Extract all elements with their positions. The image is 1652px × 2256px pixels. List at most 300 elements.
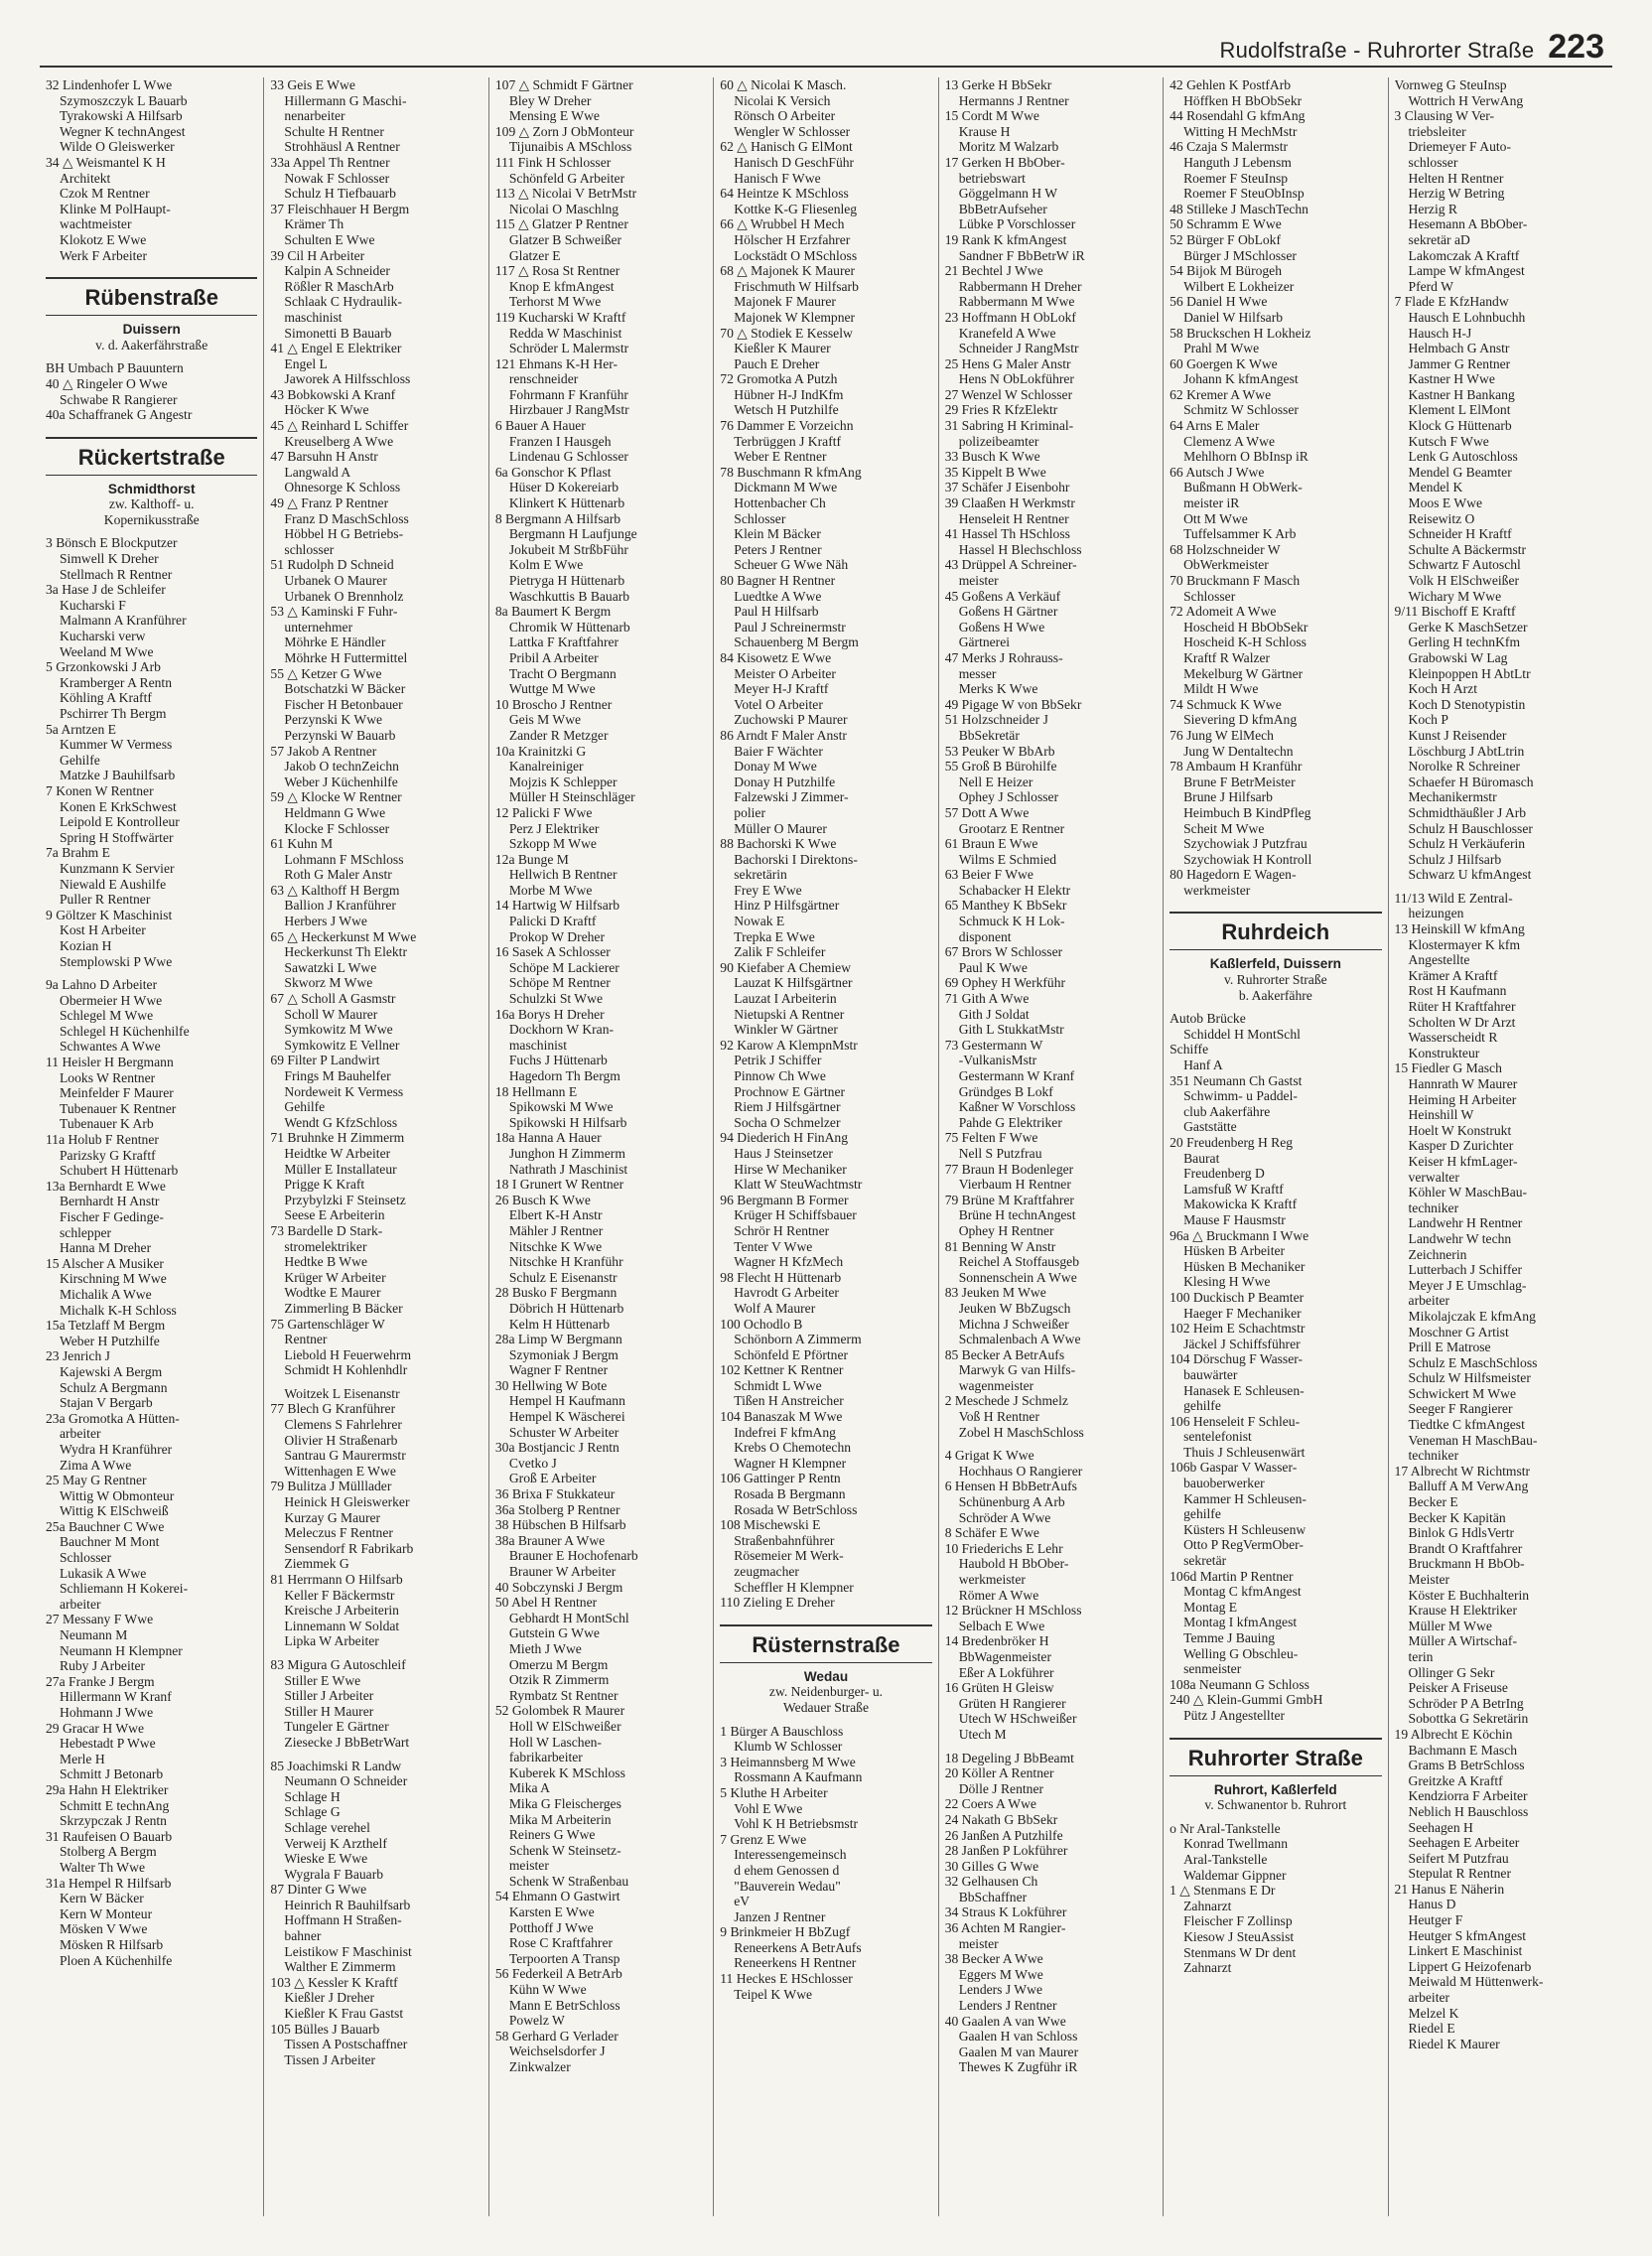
resident-entry: Socha O Schmelzer	[734, 1114, 841, 1130]
resident-entry: 31 Raufeisen O Bauarb	[46, 1828, 173, 1844]
resident-entry: 6 Hensen H BbBetrAufs	[944, 1479, 1077, 1494]
resident-entry: Binlok G HdlsVertr	[1408, 1525, 1515, 1541]
resident-entry: Ploen A Küchenhilfe	[60, 1952, 173, 1968]
resident-entry: Donay M Wwe	[734, 759, 817, 775]
street-range: b. Aakerfähre	[1238, 987, 1312, 1003]
resident-entry: 26 Janßen A Putzhilfe	[944, 1827, 1063, 1843]
resident-entry: 20 Köller A Rentner	[944, 1765, 1054, 1781]
resident-entry: Haubold H BbOber-	[958, 1556, 1069, 1572]
resident-entry: Zahnarzt	[1183, 1898, 1232, 1913]
resident-entry: Wittenhagen E Wwe	[284, 1463, 396, 1479]
resident-entry: Nell S Putzfrau	[958, 1145, 1042, 1161]
resident-entry: Koch H Arzt	[1408, 681, 1477, 697]
resident-entry: Krebs O Chemotechn	[734, 1440, 852, 1456]
resident-entry: 25a Bauchner C Wwe	[46, 1518, 165, 1534]
resident-entry: Lenders J Rentner	[958, 1998, 1057, 2014]
resident-entry: triebsleiter	[1408, 123, 1466, 139]
resident-entry: Cvetko J	[508, 1455, 557, 1471]
resident-entry: Wichary M Wwe	[1408, 588, 1502, 604]
resident-entry: Hempel K Wäscherei	[508, 1409, 625, 1425]
resident-entry: Wygrala F Bauarb	[284, 1866, 384, 1882]
resident-entry: 65 Manthey K BbSekr	[944, 898, 1067, 914]
resident-entry: Schneider H Kraftf	[1408, 526, 1512, 542]
resident-entry: 104 Banaszak M Wwe	[720, 1409, 843, 1425]
resident-entry: Pinnow Ch Wwe	[734, 1068, 826, 1083]
resident-entry: 73 Gestermann W	[944, 1037, 1043, 1053]
resident-entry: Veneman H MaschBau-	[1408, 1432, 1538, 1448]
resident-entry: 45 △ Reinhard L Schiffer	[270, 418, 409, 434]
resident-entry: Kern W Bäcker	[60, 1891, 144, 1906]
resident-entry: Malmann A Kranführer	[60, 613, 187, 629]
resident-entry: 7 Grenz E Wwe	[720, 1831, 807, 1847]
resident-entry: Hübner H-J IndKfm	[734, 386, 844, 402]
street-name: Ruhrorter Straße	[1187, 1745, 1363, 1770]
resident-entry: 5a Arntzen E	[46, 721, 116, 737]
resident-entry: Hoffmann H Straßen-	[284, 1912, 402, 1928]
resident-entry: techniker	[1408, 1448, 1459, 1464]
resident-entry: Stiller J Arbeiter	[284, 1688, 374, 1704]
spacer	[46, 969, 257, 977]
resident-entry: Lamsfuß W Kraftf	[1183, 1181, 1284, 1197]
resident-entry: stromelektriker	[284, 1238, 367, 1254]
resident-entry: 80 Hagedorn E Wagen-	[1170, 867, 1297, 883]
resident-entry: Terbrüggen J Kraftf	[734, 433, 842, 449]
resident-entry: Tubenauer K Arb	[60, 1116, 154, 1132]
resident-entry: meister	[958, 1935, 999, 1951]
resident-entry: 62 △ Hanisch G ElMont	[720, 139, 853, 155]
resident-entry: Kreuselberg A Wwe	[284, 433, 394, 449]
resident-entry: maschinist	[284, 309, 343, 325]
resident-entry: Schiffe	[1170, 1042, 1209, 1058]
resident-entry: Grootarz E Rentner	[958, 820, 1065, 836]
resident-entry: Havrodt G Arbeiter	[734, 1285, 839, 1301]
resident-entry: Witting H MechMstr	[1183, 123, 1298, 139]
resident-entry: Mojzis K Schlepper	[508, 774, 618, 789]
resident-entry: Mendel K	[1408, 480, 1463, 495]
resident-entry: Obermeier H Wwe	[60, 992, 163, 1008]
resident-entry: Scholl W Maurer	[284, 1006, 378, 1022]
resident-entry: Knop E kfmAngest	[508, 278, 615, 294]
resident-entry: Rosada W BetrSchloss	[734, 1501, 858, 1517]
resident-entry: Brandt O Kraftfahrer	[1408, 1540, 1523, 1556]
resident-entry: Schlegel H Küchenhilfe	[60, 1023, 190, 1039]
resident-entry: Löschburg J AbtLtrin	[1408, 743, 1525, 759]
resident-entry: Mähler J Rentner	[508, 1222, 604, 1238]
resident-entry: Pahde G Elektriker	[958, 1114, 1062, 1130]
resident-entry: 117 △ Rosa St Rentner	[494, 263, 620, 279]
resident-entry: 71 Gith A Wwe	[944, 991, 1030, 1007]
resident-entry: BbSchaffner	[958, 1889, 1028, 1904]
resident-entry: Brune J Hilfsarb	[1183, 789, 1273, 805]
resident-entry: 20 Freudenberg H Reg	[1170, 1135, 1294, 1150]
resident-entry: Weeland M Wwe	[60, 643, 154, 659]
resident-entry: Zinkwalzer	[508, 2059, 571, 2074]
resident-entry: Zahnarzt	[1183, 1960, 1232, 1976]
resident-entry: Geis M Wwe	[508, 712, 582, 728]
resident-entry: Heinick H Gleiswerker	[284, 1494, 410, 1510]
resident-entry: Schulz A Bergmann	[60, 1379, 168, 1395]
resident-entry: Hinz P Hilfsgärtner	[734, 898, 840, 914]
spacer	[270, 1751, 482, 1759]
resident-entry: Meyer J E Umschlag-	[1408, 1277, 1527, 1293]
resident-entry: Wieske E Wwe	[284, 1851, 368, 1867]
resident-entry: Driemeyer F Auto-	[1408, 139, 1511, 155]
resident-entry: 27a Franke J Bergm	[46, 1673, 155, 1689]
resident-entry: 3 Clausing W Ver-	[1394, 108, 1495, 124]
resident-entry: 60 Goergen K Wwe	[1170, 355, 1278, 371]
resident-entry: Reiners G Wwe	[508, 1827, 596, 1843]
resident-entry: Mieth J Wwe	[508, 1640, 582, 1656]
resident-entry: Schulzki St Wwe	[508, 991, 603, 1007]
resident-entry: 5 Kluthe H Arbeiter	[720, 1784, 828, 1800]
resident-entry: 68 △ Majonek K Maurer	[720, 263, 856, 279]
resident-entry: schlosser	[1408, 154, 1458, 170]
resident-entry: Frischmuth W Hilfsarb	[734, 278, 859, 294]
resident-entry: BbBetrAufseher	[958, 201, 1047, 216]
resident-entry: 1 △ Stenmans E Dr	[1170, 1883, 1276, 1899]
resident-entry: Ziesecke J BbBetrWart	[284, 1734, 410, 1750]
resident-entry: 106b Gaspar V Wasser-	[1170, 1460, 1298, 1476]
resident-entry: Simonetti B Bauarb	[284, 325, 392, 341]
resident-entry: Trepka E Wwe	[734, 928, 815, 944]
resident-entry: 59 △ Klocke W Rentner	[270, 789, 402, 805]
street-range: zw. Neidenburger- u.	[768, 1684, 884, 1700]
resident-entry: Bachmann E Masch	[1408, 1742, 1518, 1758]
resident-entry: 106d Martin P Rentner	[1170, 1568, 1294, 1584]
resident-entry: Schenk W Steinsetz-	[508, 1842, 621, 1858]
resident-entry: Michna J Schweißer	[958, 1316, 1069, 1332]
resident-entry: Waldemar Gippner	[1183, 1867, 1287, 1883]
resident-entry: Chromik W Hüttenarb	[508, 619, 630, 634]
resident-entry: Rößler R MaschArb	[284, 278, 394, 294]
resident-entry: Schulz E Eisenanstr	[508, 1269, 618, 1285]
resident-entry: 40 Gaalen A van Wwe	[944, 2013, 1066, 2029]
resident-entry: Wittig K ElSchweiß	[60, 1503, 169, 1519]
resident-entry: disponent	[958, 928, 1012, 944]
resident-entry: Rüter H Kraftfahrer	[1408, 999, 1516, 1015]
resident-entry: nenarbeiter	[284, 108, 345, 124]
resident-entry: Schwimm- u Paddel-	[1183, 1088, 1298, 1104]
resident-entry: Perzynski W Bauarb	[284, 727, 396, 743]
resident-entry: 33a Appel Th Rentner	[270, 154, 390, 170]
resident-entry: 15 Fiedler G Masch	[1394, 1060, 1502, 1076]
resident-entry: 100 Ochodlo B	[720, 1316, 803, 1332]
resident-entry: Goßens H Wwe	[958, 619, 1045, 634]
resident-entry: Helmbach G Anstr	[1408, 341, 1510, 356]
resident-entry: Schmidt L Wwe	[734, 1377, 822, 1393]
resident-entry: 51 Rudolph D Schneid	[270, 557, 394, 573]
resident-entry: Becker K Kapitän	[1408, 1509, 1506, 1525]
resident-entry: Niewald E Aushilfe	[60, 876, 167, 892]
resident-entry: BbWagenmeister	[958, 1648, 1051, 1664]
resident-entry: Kozian H	[60, 937, 112, 953]
resident-entry: arbeiter	[60, 1596, 101, 1612]
resident-entry: Indefrei F kfmAng	[734, 1424, 836, 1440]
resident-entry: club Aakerfähre	[1183, 1103, 1271, 1119]
resident-entry: 1 Bürger A Bauschloss	[720, 1723, 844, 1739]
resident-entry: Kendziorra F Arbeiter	[1408, 1788, 1528, 1804]
resident-entry: Zimmerling B Bäcker	[284, 1300, 403, 1316]
resident-entry: Müller H Steinschläger	[508, 789, 635, 805]
resident-entry: sentelefonist	[1183, 1429, 1252, 1445]
resident-entry: Wittig W Obmonteur	[60, 1487, 175, 1503]
resident-entry: Hagedorn Th Bergm	[508, 1068, 620, 1083]
resident-entry: Hesemann A BbOber-	[1408, 216, 1528, 232]
resident-entry: Kammer H Schleusen-	[1183, 1490, 1307, 1506]
district-name: Ruhrort, Kaßlerfeld	[1213, 1781, 1337, 1797]
resident-entry: Hausch E Lohnbuchh	[1408, 309, 1526, 325]
resident-entry: Freudenberg D	[1183, 1166, 1265, 1182]
resident-entry: Jäckel J Schiffsführer	[1183, 1336, 1301, 1351]
resident-entry: Kucharski F	[60, 597, 126, 613]
resident-entry: Schmitt J Betonarb	[60, 1766, 164, 1782]
resident-entry: Frings M Bauhelfer	[284, 1068, 391, 1083]
resident-entry: Brune F BetrMeister	[1183, 774, 1296, 789]
resident-entry: Heldmann G Wwe	[284, 804, 386, 820]
resident-entry: Konstrukteur	[1408, 1045, 1480, 1060]
resident-entry: Morbe M Wwe	[508, 882, 593, 898]
resident-entry: Gestermann W Kranf	[958, 1068, 1075, 1083]
resident-entry: Hüsken B Mechaniker	[1183, 1258, 1306, 1274]
resident-entry: Teipel K Wwe	[734, 1986, 813, 2002]
resident-entry: Bürger J MSchlosser	[1183, 247, 1297, 263]
resident-entry: Szkopp M Wwe	[508, 836, 597, 852]
resident-entry: 28 Busko F Bergmann	[494, 1285, 618, 1301]
resident-entry: 108 Mischewski E	[720, 1517, 821, 1533]
resident-entry: Mause F Hausmstr	[1183, 1211, 1286, 1227]
resident-entry: 24 Nakath G BbSekr	[944, 1811, 1058, 1827]
resident-entry: Simwell K Dreher	[60, 551, 159, 567]
resident-entry: BH Umbach P Bauuntern	[46, 360, 184, 376]
spacer	[1170, 1813, 1381, 1821]
resident-entry: Kalpin A Schneider	[284, 263, 390, 279]
resident-entry: Heinshill W	[1408, 1107, 1474, 1123]
resident-entry: Weber E Rentner	[734, 449, 827, 465]
resident-entry: Meinfelder F Maurer	[60, 1085, 174, 1101]
resident-entry: meister iR	[1183, 495, 1240, 511]
resident-entry: Schlosser	[734, 510, 786, 526]
resident-entry: Rossmann A Kaufmann	[734, 1769, 863, 1785]
resident-entry: Gründges B Lokf	[958, 1083, 1053, 1099]
resident-entry: 113 △ Nicolai V BetrMstr	[494, 186, 637, 202]
resident-entry: Hanna M Dreher	[60, 1240, 152, 1256]
resident-entry: Werk F Arbeiter	[60, 247, 147, 263]
resident-entry: Leipold E Kontrolleur	[60, 814, 180, 830]
resident-entry: Meleczus F Rentner	[284, 1525, 393, 1541]
resident-entry: 12 Brückner H MSchloss	[944, 1603, 1082, 1619]
resident-entry: Gerling H technKfm	[1408, 634, 1521, 650]
resident-entry: Seehagen H	[1408, 1819, 1473, 1835]
resident-entry: Schubert H Hüttenarb	[60, 1163, 179, 1179]
resident-entry: Möhrke E Händler	[284, 634, 386, 650]
resident-entry: Stemplowski P Wwe	[60, 953, 173, 969]
resident-entry: Schauenberg M Bergm	[734, 634, 859, 650]
resident-entry: Wagner H Klempner	[734, 1455, 847, 1471]
resident-entry: Wuttge M Wwe	[508, 681, 596, 697]
resident-entry: 38a Brauner A Wwe	[494, 1532, 606, 1548]
resident-entry: Klocke F Schlosser	[284, 820, 390, 836]
resident-entry: schlosser	[284, 541, 335, 557]
spacer	[46, 527, 257, 535]
resident-entry: Dockhorn W Kran-	[508, 1022, 615, 1038]
resident-entry: Nietupski A Rentner	[734, 1006, 845, 1022]
resident-entry: 55 Groß B Bürohilfe	[944, 759, 1057, 775]
resident-entry: Schöpe M Rentner	[508, 975, 611, 991]
resident-entry: Brauner W Arbeiter	[508, 1564, 617, 1579]
resident-entry: 41 △ Engel E Elektriker	[270, 341, 402, 356]
resident-entry: 71 Bruhnke H Zimmerm	[270, 1130, 405, 1146]
resident-entry: Pietryga H Hüttenarb	[508, 573, 625, 588]
resident-entry: Wetsch H Putzhilfe	[734, 402, 839, 418]
resident-entry: sekretärin	[734, 867, 787, 883]
resident-entry: 74 Schmuck K Wwe	[1170, 696, 1282, 712]
resident-entry: Schliemann H Kokerei-	[60, 1581, 189, 1597]
resident-entry: Janzen J Rentner	[734, 1908, 826, 1924]
resident-entry: 15a Tetzlaff M Bergm	[46, 1318, 166, 1334]
resident-entry: 56 Daniel H Wwe	[1170, 294, 1268, 310]
resident-entry: 85 Becker A BetrAufs	[944, 1346, 1065, 1362]
resident-entry: 77 Blech G Kranführer	[270, 1401, 396, 1417]
resident-entry: Klostermayer K kfm	[1408, 936, 1521, 952]
resident-entry: Norolke R Schreiner	[1408, 759, 1521, 775]
resident-entry: Tenter V Wwe	[734, 1238, 813, 1254]
resident-entry: 61 Kuhn M	[270, 836, 334, 852]
resident-entry: Nicolai K Versich	[734, 92, 831, 108]
header-rule	[40, 66, 1612, 68]
resident-entry: Mann E BetrSchloss	[508, 1997, 620, 2013]
resident-entry: Mikolajczak E kfmAng	[1408, 1308, 1536, 1324]
resident-entry: Höffken H BbObSekr	[1183, 92, 1303, 108]
resident-entry: 44 Rosendahl G kfmAng	[1170, 108, 1306, 124]
resident-entry: Gebhardt H MontSchl	[508, 1610, 629, 1625]
resident-entry: Reisewitz O	[1408, 510, 1475, 526]
resident-entry: Dölle J Rentner	[958, 1780, 1044, 1796]
resident-entry: Hoelt W Konstrukt	[1408, 1122, 1512, 1138]
street-range: Wedauer Straße	[782, 1699, 870, 1715]
resident-entry: Waschkuttis B Bauarb	[508, 588, 630, 604]
resident-entry: fabrikarbeiter	[508, 1750, 583, 1765]
directory-columns	[40, 77, 1612, 2216]
resident-entry: 39 Claaßen H Werkmstr	[944, 495, 1075, 511]
resident-entry: sekretär	[1183, 1553, 1227, 1569]
resident-entry: 30 Gilles G Wwe	[944, 1858, 1039, 1874]
resident-entry: Heutger F	[1408, 1912, 1463, 1928]
resident-entry: 12a Bunge M	[494, 851, 569, 867]
resident-entry: Lauzat I Arbeiterin	[734, 991, 837, 1007]
resident-entry: 14 Hartwig W Hilfsarb	[494, 898, 620, 914]
resident-entry: Selbach E Wwe	[958, 1618, 1045, 1633]
resident-entry: Mensing E Wwe	[508, 108, 600, 124]
resident-entry: Schulten E Wwe	[284, 231, 375, 247]
resident-entry: Weichselsdorfer J	[508, 2044, 606, 2059]
resident-entry: Meister O Arbeiter	[734, 665, 836, 681]
resident-entry: 87 Dinter G Wwe	[270, 1882, 367, 1898]
resident-entry: Herbers J Wwe	[284, 914, 367, 929]
resident-entry: Woitzek L Eisenanstr	[284, 1385, 400, 1401]
resident-entry: Scheffler H Klempner	[734, 1579, 854, 1595]
resident-entry: Lipka W Arbeiter	[284, 1633, 379, 1649]
resident-entry: 100 Duckisch P Beamter	[1170, 1289, 1305, 1305]
resident-entry: Verweij K Arzthelf	[284, 1835, 387, 1851]
resident-entry: Schmitt E technAng	[60, 1797, 170, 1813]
resident-entry: Müller E Installateur	[284, 1161, 397, 1177]
resident-entry: 121 Ehmans K-H Her-	[494, 355, 619, 371]
resident-entry: Herzig W Betring	[1408, 186, 1505, 202]
resident-entry: Zalik F Schleifer	[734, 944, 826, 960]
resident-entry: Szymoszczyk L Bauarb	[60, 92, 188, 108]
resident-entry: Ballion J Kranführer	[284, 898, 396, 914]
spacer	[270, 1649, 482, 1657]
resident-entry: Schönborn A Zimmerm	[734, 1332, 862, 1347]
resident-entry: Franzen I Hausgeh	[508, 433, 612, 449]
resident-entry: 43 Drüppel A Schreiner-	[944, 557, 1077, 573]
resident-entry: 58 Bruckschen H Lokheiz	[1170, 325, 1311, 341]
resident-entry: Seeger F Rangierer	[1408, 1401, 1513, 1417]
resident-entry: Hillermann W Kranf	[60, 1689, 172, 1705]
resident-entry: 23a Gromotka A Hütten-	[46, 1410, 180, 1426]
resident-entry: 66 △ Wrubbel H Mech	[720, 216, 845, 232]
resident-entry: Donay H Putzhilfe	[734, 774, 836, 789]
resident-entry: Schwabe R Rangierer	[60, 391, 178, 407]
resident-entry: Montag I kfmAngest	[1183, 1615, 1298, 1630]
resident-entry: 72 Gromotka A Putzh	[720, 371, 838, 387]
resident-entry: 32 Lindenhofer L Wwe	[46, 77, 173, 92]
resident-entry: Mösken V Wwe	[60, 1921, 148, 1937]
resident-entry: 81 Benning W Anstr	[944, 1238, 1056, 1254]
resident-entry: 57 Dott A Wwe	[944, 804, 1030, 820]
resident-entry: Szychowiak J Putzfrau	[1183, 836, 1308, 852]
resident-entry: Luedtke A Wwe	[734, 588, 822, 604]
resident-entry: 76 Jung W ElMech	[1170, 727, 1274, 743]
resident-entry: Terhorst M Wwe	[508, 294, 602, 310]
resident-entry: Interessengemeinsch	[734, 1847, 847, 1863]
resident-entry: 109 △ Zorn J ObMonteur	[494, 123, 634, 139]
resident-entry: Rösemeier M Werk-	[734, 1548, 844, 1564]
resident-entry: Gaalen H van Schloss	[958, 2029, 1078, 2044]
resident-entry: Schneider J RangMstr	[958, 341, 1079, 356]
resident-entry: 21 Hanus E Näherin	[1394, 1881, 1505, 1897]
resident-entry: eV	[734, 1894, 751, 1909]
resident-entry: Otto P RegVermOber-	[1183, 1537, 1304, 1553]
resident-entry: Rabbermann H Dreher	[958, 278, 1082, 294]
resident-entry: 83 Jeuken M Wwe	[944, 1285, 1046, 1301]
resident-entry: 13 Heinskill W kfmAng	[1394, 921, 1525, 937]
resident-entry: Pschirrer Th Bergm	[60, 706, 167, 721]
resident-entry: Puller R Rentner	[60, 892, 151, 908]
resident-entry: 102 Heim E Schachtmstr	[1170, 1321, 1306, 1337]
resident-entry: Thewes K Zugführ iR	[958, 2059, 1078, 2075]
resident-entry: Montag C kfmAngest	[1183, 1584, 1302, 1600]
resident-entry: 40 Sobczynski J Bergm	[494, 1579, 623, 1595]
resident-entry: 106 Henseleit F Schleu-	[1170, 1413, 1301, 1429]
resident-entry: arbeiter	[60, 1426, 101, 1442]
resident-entry: Nell E Heizer	[958, 774, 1033, 789]
resident-entry: bauwärter	[1183, 1366, 1238, 1382]
resident-entry: Gärtnerei	[958, 634, 1011, 650]
resident-entry: Prigge K Kraft	[284, 1177, 365, 1193]
resident-entry: Ziemmek G	[284, 1556, 349, 1572]
resident-entry: 103 △ Kessler K Kraftf	[270, 1974, 398, 1990]
resident-entry: 9 Göltzer K Maschinist	[46, 907, 173, 922]
district-name: Wedau	[803, 1668, 849, 1684]
resident-entry: 77 Braun H Bodenleger	[944, 1161, 1074, 1177]
resident-entry: Palicki D Kraftf	[508, 914, 597, 929]
resident-entry: 3a Hase J de Schleifer	[46, 582, 166, 598]
resident-entry: Vornweg G SteuInsp	[1394, 77, 1507, 92]
resident-entry: verwalter	[1408, 1169, 1459, 1185]
page-number: 223	[1548, 28, 1604, 66]
resident-entry: Schulz J Hilfsarb	[1408, 851, 1502, 867]
